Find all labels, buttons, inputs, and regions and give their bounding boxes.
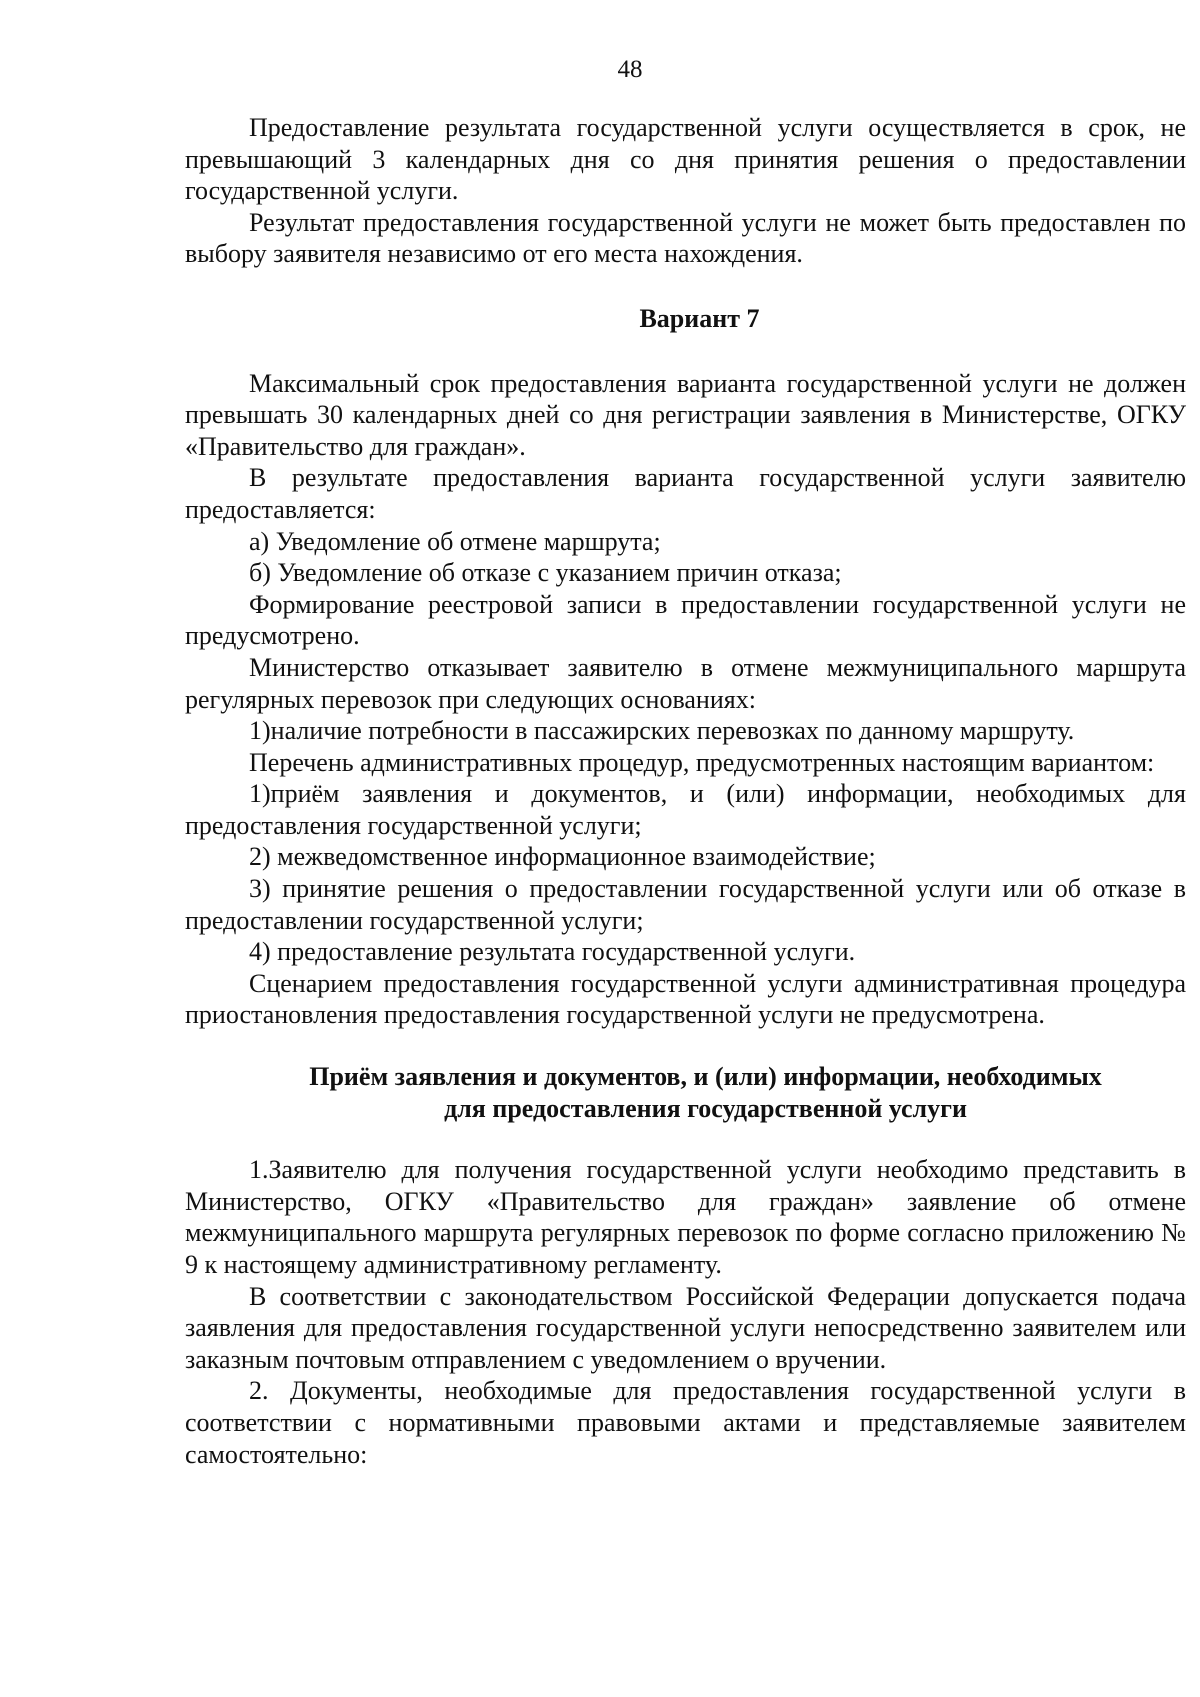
procedure-item-2: 2) межведомственное информационное взаимодействие; xyxy=(249,842,876,872)
intro-paragraph: Предоставление результата государственной услуги осуществляется в срок, не превышающий 3 календарных дня со дня принятия решения о предоставлении государственной услуги. xyxy=(185,113,1186,206)
variant-heading: Вариант 7 xyxy=(639,303,760,333)
section-heading xyxy=(185,1061,1186,1124)
scenario-paragraph: Сценарием предоставления государственной услуги административная процедура приостановления предоставления государственной услуги не предусмотрена. xyxy=(185,968,1186,1030)
procedure-item-4: 4) предоставление результата государственной услуги. xyxy=(249,937,856,967)
application-paragraph: 1.Заявителю для получения государственной услуги необходимо представить в Министерство, ОГКУ «Правительство для граждан» заявление об отмене межмуниципального маршрута регулярных перевозок по форме согласно приложению № 9 к настоящему административному регламенту. xyxy=(185,1155,1186,1279)
submission-paragraph: В соответствии с законодательством Российской Федерации допускается подача заявления для предоставления государственной услуги непосредственно заявителем или заказным почтовым отправлением с уведомлением о вручении. xyxy=(185,1281,1186,1374)
procedure-item-1: 1)приём заявления и документов, и (или) информации, необходимых для предоставления государственной услуги; xyxy=(185,779,1186,840)
section-heading-line-2: для предоставления государственной услуги xyxy=(444,1093,967,1123)
result-item-b: б) Уведомление об отказе с указанием причин отказа; xyxy=(249,558,842,588)
page-number: 48 xyxy=(617,56,643,83)
page-content xyxy=(185,112,1186,1470)
procedure-item-3: 3) принятие решения о предоставлении государственной услуги или об отказе в предоставлении государственной услуги; xyxy=(185,874,1186,935)
result-paragraph: В результате предоставления варианта государственной услуги заявителю предоставляется: xyxy=(185,463,1186,524)
refusal-ground-1: 1)наличие потребности в пассажирских перевозках по данному маршруту. xyxy=(249,716,1075,746)
max-term-paragraph: Максимальный срок предоставления варианта государственной услуги не должен превышать 30 календарных дней со дня регистрации заявления в Министерстве, ОГКУ «Правительство для граждан». xyxy=(185,368,1186,461)
result-item-a: а) Уведомление об отмене маршрута; xyxy=(249,526,661,556)
registry-paragraph: Формирование реестровой записи в предоставлении государственной услуги не предусмотрено. xyxy=(185,589,1186,651)
documents-paragraph: 2. Документы, необходимые для предоставления государственной услуги в соответствии с нормативными правовыми актами и представляемые заявителем самостоятельно: xyxy=(185,1376,1186,1469)
refusal-paragraph: Министерство отказывает заявителю в отмене межмуниципального маршрута регулярных перевозок при следующих основаниях: xyxy=(185,652,1186,714)
procedures-paragraph: Перечень административных процедур, предусмотренных настоящим вариантом: xyxy=(249,747,1155,777)
intro-paragraph: Результат предоставления государственной услуги не может быть предоставлен по выбору заявителя независимо от его места нахождения. xyxy=(185,207,1186,269)
section-heading-line-1: Приём заявления и документов, и (или) информации, необходимых xyxy=(309,1062,1102,1092)
